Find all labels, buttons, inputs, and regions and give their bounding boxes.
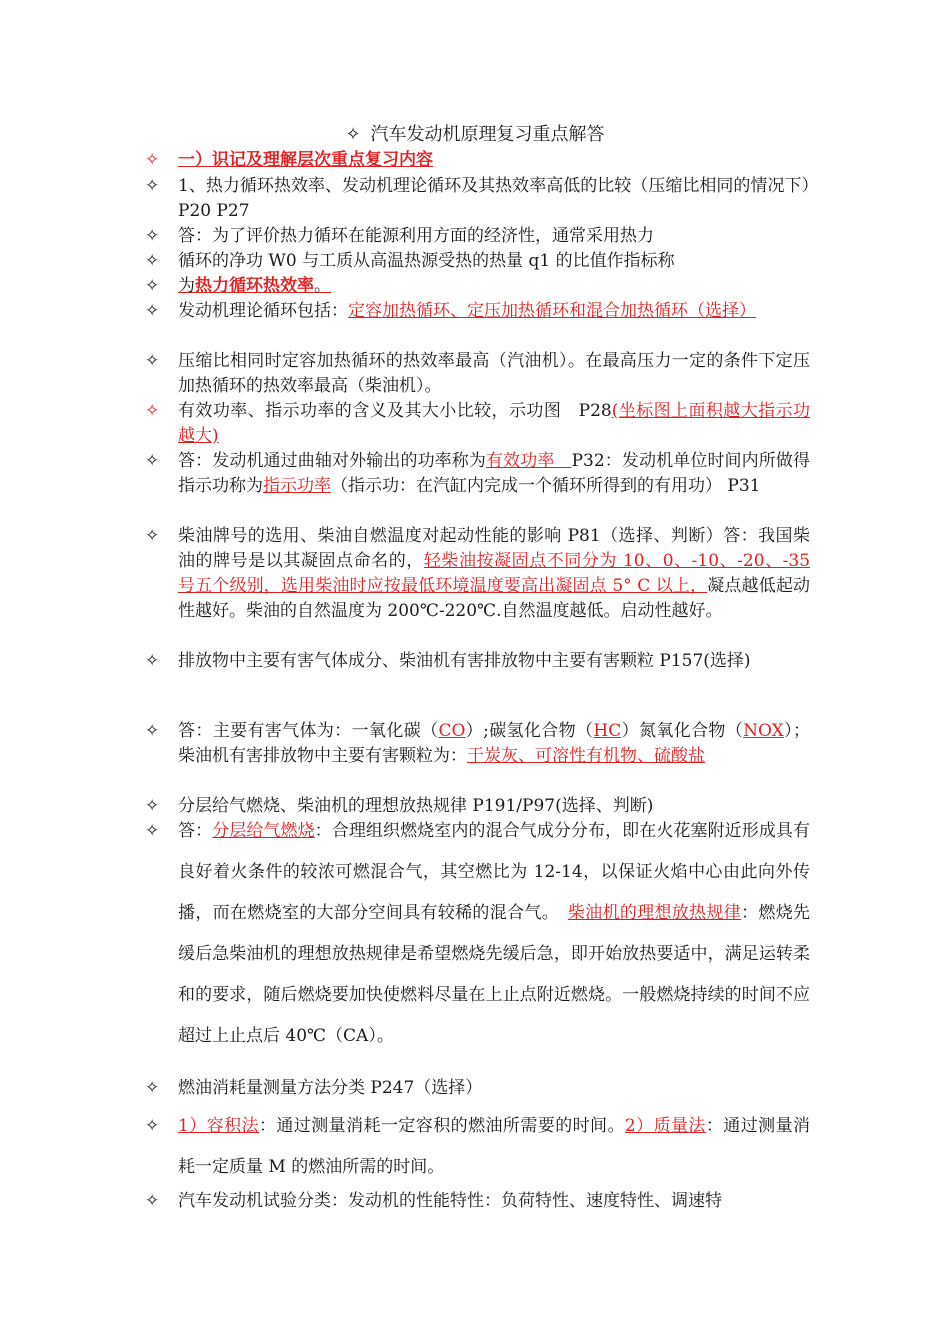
highlighted-text: HC [593, 721, 622, 741]
text-segment: 有效功率、指示功率的含义及其大小比较，示功图 P28 [178, 401, 612, 421]
highlighted-text: 定容加热循环、定压加热循环和混合加热循环（选择） [348, 301, 756, 321]
diamond-bullet-icon: ✧ [145, 1078, 160, 1098]
diamond-bullet-icon: ✧ [145, 451, 160, 471]
text-segment: 汽车发动机试验分类：发动机的性能特性：负荷特性、速度特性、调速特 [178, 1191, 722, 1211]
text-segment: 为 [178, 276, 195, 296]
text-segment: 循环的净功 W0 与工质从高温热源受热的热量 q1 的比值作指标称 [178, 251, 675, 271]
text-segment: 燃油消耗量测量方法分类 P247（选择） [178, 1078, 483, 1098]
highlighted-text: 1）容积法 [178, 1116, 259, 1136]
diamond-bullet-icon: ✧ [145, 226, 160, 246]
list-item [145, 174, 810, 224]
diamond-bullet-icon: ✧ [145, 526, 160, 546]
diamond-bullet-icon: ✧ [145, 351, 160, 371]
text-segment: ：合理组织燃烧室内的混合气成分分布，即在火花塞附近形成具有良好着火条件的较浓可燃混合气，其空燃比为 12-14，以保证火焰中心由此向外传播，而在燃烧室的大部分空间具有较稀的混合气。 [178, 821, 811, 923]
list-item [145, 524, 810, 624]
highlighted-text: 轻柴油按凝固点不同分为 10、0、-10、-20、-35 号五个级别，选用柴油时应按最低环境温度要高出凝固点 5° C 以上， [178, 551, 811, 596]
diamond-bullet-icon: ✧ [145, 176, 160, 196]
diamond-bullet-icon: ✧ [145, 796, 160, 816]
text-segment: 压缩比相同时定容加热循环的热效率最高（汽油机）。在最高压力一定的条件下定压加热循环的热效率最高（柴油机）。 [178, 351, 810, 396]
text-segment: 答： [178, 821, 213, 841]
list-item-text [178, 349, 810, 399]
list-item-text [178, 811, 810, 1057]
text-segment: 答：为了评价热力循环在能源利用方面的经济性，通常采用热力 [178, 226, 654, 246]
text-segment: 发动机理论循环包括： [178, 301, 348, 321]
text-segment: 。 [314, 276, 331, 296]
list-item [145, 274, 810, 299]
list-item [145, 719, 810, 769]
diamond-bullet-icon: ✧ [145, 301, 160, 321]
list-item-text [178, 399, 810, 449]
list-item [145, 449, 810, 499]
highlighted-text: NOX [743, 721, 784, 741]
text-segment: ：通过测量消耗一定质量 M 的燃油所需的时间。 [178, 1116, 810, 1177]
list-item-text [178, 524, 810, 624]
list-item-text [178, 224, 810, 249]
list-item-text [178, 148, 810, 173]
list-item [145, 641, 810, 682]
diamond-bullet-icon: ✧ [145, 150, 160, 170]
list-item-text [178, 641, 810, 682]
text-segment: ：通过测量消耗一定容积的燃油所需要的时间。 [258, 1116, 625, 1136]
text-segment: P32：发动机单位时间内所做得指示功称为 [178, 451, 811, 496]
list-item [145, 399, 810, 449]
text-segment: 凝点越低起动性越好。柴油的自然温度为 200℃-220℃.自然温度越低。启动性越好。 [178, 576, 810, 621]
text-segment: ）;碳氢化合物（ [465, 721, 594, 741]
text-segment: ）；柴油机有害排放物中主要有害颗粒为： [178, 721, 811, 766]
diamond-bullet-icon: ✧ [145, 651, 160, 671]
list-item [145, 1181, 810, 1222]
list-item-text [178, 174, 810, 224]
diamond-bullet-icon: ✧ [145, 721, 160, 741]
list-item-text [178, 719, 810, 769]
highlighted-text: 2）质量法 [624, 1116, 706, 1136]
diamond-bullet-icon: ✧ [145, 251, 160, 271]
list-item [145, 299, 810, 324]
list-item-text [178, 274, 810, 299]
title-text: 汽车发动机原理复习重点解答 [370, 124, 605, 145]
text-segment: 排放物中主要有害气体成分、柴油机有害排放物中主要有害颗粒 P157(选择) [178, 651, 751, 671]
highlighted-text: 分层给气燃烧 [212, 821, 315, 841]
diamond-bullet-icon: ✧ [145, 1191, 160, 1211]
text-segment: 1、热力循环热效率、发动机理论循环及其热效率高低的比较（压缩比相同的情况下）P20 P27 [178, 176, 810, 221]
list-item [145, 249, 810, 274]
text-segment: ：燃烧先缓后急柴油机的理想放热规律是希望燃烧先缓后急，即开始放热要适中，满足运转柔和的要求，随后燃烧要加快使燃料尽量在上止点附近燃烧。一般燃烧持续的时间不应超过上止点后 40℃（CA）。 [178, 903, 811, 1046]
diamond-bullet-icon: ✧ [145, 401, 160, 421]
diamond-bullet-icon: ✧ [345, 124, 361, 145]
list-item-text [178, 249, 810, 274]
highlighted-text: 有效功率 [486, 451, 572, 471]
highlighted-text: CO [438, 721, 466, 741]
text-segment: 答：发动机通过曲轴对外输出的功率称为 [178, 451, 487, 471]
highlighted-text: 干炭灰、可溶性有机物、硫酸盐 [467, 746, 705, 766]
list-item [145, 224, 810, 249]
list-item-text [178, 1106, 810, 1188]
text-segment: 分层给气燃烧、柴油机的理想放热规律 P191/P97(选择、判断) [178, 796, 654, 816]
list-item [145, 811, 810, 1057]
text-segment: ）氮氧化合物（ [621, 721, 744, 741]
diamond-bullet-icon: ✧ [145, 276, 160, 296]
list-item [145, 1068, 810, 1109]
highlighted-text: 一）识记及理解层次重点复习内容 [178, 150, 433, 170]
highlighted-text: 指示功率 [263, 476, 331, 496]
list-item [145, 148, 810, 173]
text-segment: 柴油牌号的选用、柴油自燃温度对起动性能的影响 P81（选择、判断）答：我国柴油的牌号是以其凝固点命名的， [178, 526, 810, 571]
diamond-bullet-icon: ✧ [145, 821, 160, 841]
highlighted-text: (坐标图上面积越大指示功越大) [178, 401, 810, 446]
text-segment: （指示功：在汽缸内完成一个循环所得到的有用功） P31 [331, 476, 761, 496]
text-segment: 答：主要有害气体为：一氧化碳（ [178, 721, 439, 741]
list-item-text [178, 449, 810, 499]
list-item-text [178, 1181, 810, 1222]
highlighted-text: 热力循环热效率 [195, 276, 314, 296]
list-item [145, 349, 810, 399]
list-item [145, 1106, 810, 1188]
diamond-bullet-icon: ✧ [145, 1116, 160, 1136]
page-title [0, 122, 950, 148]
list-item-text [178, 1068, 810, 1109]
highlighted-text: 柴油机的理想放热规律 [567, 903, 742, 923]
list-item-text [178, 299, 810, 324]
